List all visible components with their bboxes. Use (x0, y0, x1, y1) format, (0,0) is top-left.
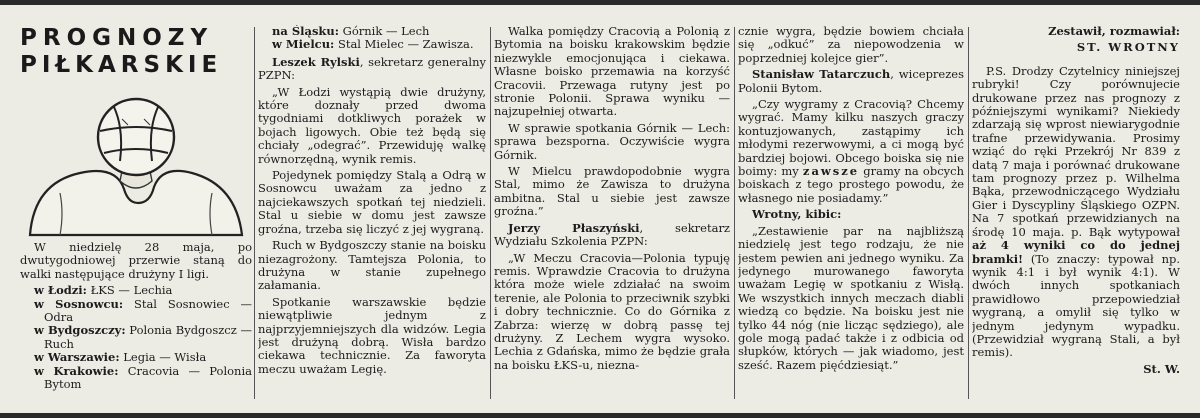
rylski-p2: Pojedynek pomiędzy Stalą a Odrą w Sosnowcu uważam za jedno z najciekawszych spotkań tej niedzieli. Stal u siebie w domu jest zawsze groźna, trzeba się liczyć z jej wygraną. (258, 168, 486, 236)
rylski-intro: Leszek Rylski, sekretarz generalny PZPN: (258, 54, 486, 83)
intro-paragraph: W niedzielę 28 maja, po dwutygodniowej przerwie staną do walki następujące drużyny I ligi. (20, 240, 252, 281)
ps-paragraph: P.S. Drodzy Czytelnicy niniejszej rubryki! Czy porównujecie drukowane przez nas prognozy z późniejszymi wynikami? Niekiedy zdarzają się wprost niewiarygodnie trafne przewidywania. Prosimy wziąć do ręki Przekrój Nr 839 z datą 7 maja i porównać drukowane tam prognozy przez p. Wilhelma Bąka, przewodniczącego Wydziału Gier i Dyscypliny Śląskiego OZPN. Na 7 spotkań przewidzianych na środę 10 maja. p. Bąk wytypował aż 4 wyniki co do jednej bramki! (To znaczy: typował np. wynik 4:1 i był wynik 4:1). W dwóch innych spotkaniach prawidłowo przepowiedział wygraną, a omylił się tylko w jednym jedynym wypadku. (Przewidział wygraną Stali, a był remis). (972, 63, 1180, 360)
fixture-6: na Śląsku: Górnik — Lech (272, 25, 430, 38)
football-head-figure-icon (20, 85, 252, 237)
plaszynski-p1: „W Meczu Cracovia—Polonia typuję remis. Wprawdzie Cracovia to drużyna która może wiele zdziałać na swoim terenie, ale Polonia to przeciwnik szybki i dobry technicznie. Co do Górnika z Zabrza: wierzę w dobrą passę tej drużyny. Z Lechem wygra wysoko. Lechia z Gdańska, mimo że będzie grała na boisku ŁKS-u, niezna- (494, 250, 730, 372)
fixture-7: w Mielcu: Stal Mielec — Zawisza. (272, 37, 474, 52)
headline-line-2: PIŁKARSKIE (20, 52, 223, 78)
column-divider (734, 27, 735, 399)
fixture-5: w Krakowie: Cracovia — Polonia Bytom (34, 363, 252, 392)
headline-line-1: PROGNOZY (20, 25, 214, 51)
signature: St. W. (1143, 361, 1180, 376)
wrotny-p1: „Zestawienie par na najbliższą niedzielę jest tego rodzaju, że nie jestem pewien ani jednego wyniku. Za jedynego murowanego faworyta uważam Legię w spotkaniu z Wisłą. We wszystkich innych meczach diabli wiedzą co będzie. Na boisku jest nie tylko 44 nóg (nie licząc sędziego), ale gole mogą padać także i z odbicia od słupków, których — jak wiadomo, jest sześć. Razem pięćdziesiąt.” (738, 223, 964, 372)
column-4 (738, 25, 964, 403)
column-divider (968, 27, 969, 399)
column-divider (490, 27, 491, 399)
rylski-p7: W Mielcu prawdopodobnie wygra Stal, mimo że Zawisza to drużyna ambitna. Stal u siebie jest zawsze groźna.” (494, 164, 730, 219)
column-3 (494, 25, 730, 403)
rylski-p6: W sprawie spotkania Górnik — Lech: sprawa bezsporna. Oczywiście wygra Górnik. (494, 120, 730, 162)
column-1 (20, 25, 252, 403)
tatarczuch-intro: Stanisław Tatarczuch, wiceprezes Polonii Bytom. (738, 67, 964, 95)
tatarczuch-p1: „Czy wygramy z Cracovią? Chcemy wygrać. Mamy kilku naszych graczy kontuzjowanych, zastąpimy ich młodymi rezerwowymi, a ci mogą być bardziej bojowi. Obcego boiska się nie boimy: my zawsze gramy na obcych boiskach z tego prostego powodu, że własnego nie posiadamy.” (738, 97, 964, 205)
compiled-label: Zestawił, rozmawiał: (1048, 25, 1180, 38)
headline (20, 25, 252, 79)
rylski-p5: Walka pomiędzy Cracovią a Polonią z Bytomia na boisku krakowskim będzie niezwykle emocjonująca i ciekawa. Własne boisko przemawia na korzyść Cracovii. Przewaga rutyny jest po stronie Polonii. Sprawa wyniku — najzupełniej otwarta. (494, 25, 730, 119)
compiled-author: ST. WROTNY (1076, 40, 1180, 55)
column-2 (258, 25, 486, 403)
fixture-3: w Bydgoszczy: Polonia Bydgoszcz — Ruch (34, 323, 252, 351)
rylski-p1: „W Łodzi wystąpią dwie drużyny, które doznały przed dwoma tygodniami dotkliwych porażek w bojach ligowych. Obie też będą się chciały „odegrać”. Przewiduję walkę równorzędną, wynik remis. (258, 84, 486, 166)
plaszynski-intro: Jerzy Płaszyński, sekretarz Wydziału Szkolenia PZPN: (494, 220, 730, 249)
fixture-4: w Warszawie: Legia — Wisła (34, 350, 207, 365)
rylski-p3: Ruch w Bydgoszczy stanie na boisku niezagrożony. Tamtejsza Polonia, to drużyna w stanie zupełnego załamania. (258, 238, 486, 293)
column-divider (254, 27, 255, 399)
fixture-1: w Łodzi: ŁKS — Lechia (34, 283, 173, 298)
wrotny-intro: Wrotny, kibic: (752, 207, 842, 222)
rylski-p4: Spotkanie warszawskie będzie niewątpliwie jednym z najprzyjemniejszych dla widzów. Legia jest drużyną dobrą. Wisła bardzo ciekawa technicznie. Za faworyta meczu uważam Legię. (258, 294, 486, 376)
plaszynski-p1-continued: cznie wygra, będzie bowiem chciała się „odkuć” za niepowodzenia w poprzedniej kolejce gier”. (738, 25, 964, 65)
column-5 (972, 25, 1180, 403)
fixture-2: w Sosnowcu: Stal Sosnowiec — Odra (34, 296, 252, 325)
